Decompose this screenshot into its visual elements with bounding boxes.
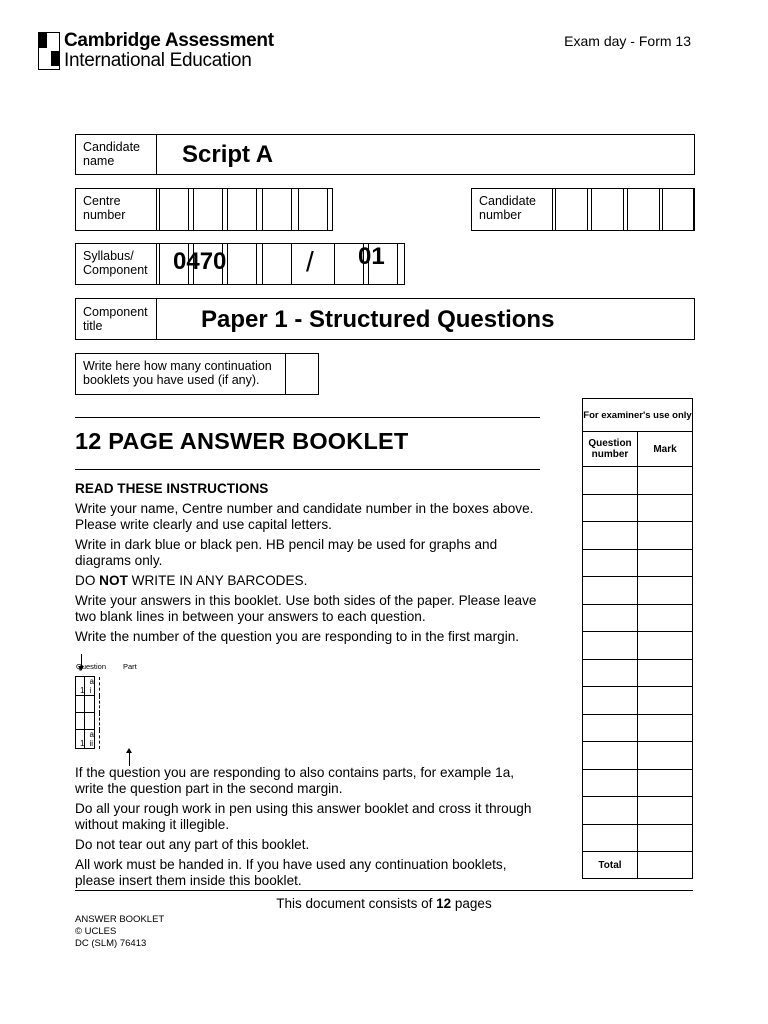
instruction-6: If the question you are responding to also contains parts, for example 1a, write the question part in the second margin. <box>75 765 515 796</box>
instruction-7: Do all your rough work in pen using this answer booklet and cross it through without making it illegible. <box>75 801 532 832</box>
booklet-title: 12 PAGE ANSWER BOOKLET <box>75 428 409 454</box>
instruction-9: All work must be handed in. If you have used any continuation booklets, please insert them inside this booklet. <box>75 857 507 888</box>
examiner-mark-cell[interactable] <box>638 494 693 522</box>
syllabus-digit-4[interactable] <box>262 244 292 284</box>
examiner-question-cell[interactable] <box>583 522 638 550</box>
examiner-mark-cell[interactable] <box>638 659 693 687</box>
examiner-row <box>583 714 693 742</box>
instruction-5: Write the number of the question you are responding to in the first margin. <box>75 629 520 644</box>
examiner-mark-cell[interactable] <box>638 522 693 550</box>
centre-digit-3[interactable] <box>227 189 257 230</box>
examiner-row <box>583 742 693 770</box>
instructions <box>75 481 545 649</box>
centre-digit-2[interactable] <box>193 189 223 230</box>
candidate-name-value[interactable]: Script A <box>182 141 274 168</box>
examiner-question-cell[interactable] <box>583 824 638 852</box>
examiner-mark-cell[interactable] <box>638 632 693 660</box>
footer <box>75 914 164 950</box>
examiner-question-cell[interactable] <box>583 769 638 797</box>
examiner-mark-cell[interactable] <box>638 769 693 797</box>
examiner-mark-cell[interactable] <box>638 714 693 742</box>
examiner-question-cell[interactable] <box>583 577 638 605</box>
examiner-mark-cell[interactable] <box>638 742 693 770</box>
examiner-heading: For examiner's use only <box>583 399 693 432</box>
examiner-question-cell[interactable] <box>583 797 638 825</box>
examiner-row <box>583 494 693 522</box>
instruction-4: Write your answers in this booklet. Use both sides of the paper. Please leave two blank lines in between your answers to each question. <box>75 593 537 624</box>
examiner-row <box>583 467 693 495</box>
examiner-row <box>583 522 693 550</box>
org-name-line2: International Education <box>64 50 252 71</box>
candidate-digit-4[interactable] <box>662 189 694 230</box>
examiner-question-cell[interactable] <box>583 659 638 687</box>
examiner-row <box>583 797 693 825</box>
examiner-mark-cell[interactable] <box>638 824 693 852</box>
examiner-question-cell[interactable] <box>583 467 638 495</box>
examiner-question-cell[interactable] <box>583 687 638 715</box>
instruction-8: Do not tear out any part of this booklet. <box>75 837 310 852</box>
examiner-question-cell[interactable] <box>583 714 638 742</box>
footer-line1: ANSWER BOOKLET <box>75 914 165 925</box>
continuation-label: Write here how many continuation booklets you have used (if any). <box>83 359 272 387</box>
candidate-number-box <box>471 188 695 231</box>
examiner-mark-cell[interactable] <box>638 577 693 605</box>
examiner-row <box>583 659 693 687</box>
syllabus-digit-3[interactable] <box>227 244 257 284</box>
continuation-box <box>75 353 319 395</box>
continuation-count-input[interactable] <box>285 354 318 394</box>
component-value: 01 <box>358 243 385 270</box>
examiner-col-question: Question number <box>583 432 638 467</box>
examiner-question-cell[interactable] <box>583 604 638 632</box>
candidate-name-label: Candidate name <box>83 140 140 168</box>
centre-digit-4[interactable] <box>262 189 292 230</box>
examiner-table <box>582 398 693 879</box>
instructions-heading: READ THESE INSTRUCTIONS <box>75 481 269 496</box>
examiner-row <box>583 824 693 852</box>
instruction-2: Write in dark blue or black pen. HB pencil may be used for graphs and diagrams only. <box>75 537 498 568</box>
examiner-row <box>583 549 693 577</box>
centre-number-label: Centre number <box>83 194 126 222</box>
examiner-row <box>583 632 693 660</box>
candidate-name-box <box>75 134 695 175</box>
diagram-col-question: Question <box>76 662 107 671</box>
footer-line2: © UCLES <box>75 926 117 937</box>
examiner-total-cell[interactable] <box>638 852 693 879</box>
form-tag: Exam day - Form 13 <box>564 33 691 49</box>
org-name-line1: Cambridge Assessment <box>64 30 274 51</box>
component-title-value[interactable]: Paper 1 - Structured Questions <box>201 306 555 333</box>
cambridge-logo <box>38 30 278 72</box>
component-title-box <box>75 298 695 340</box>
candidate-digit-1[interactable] <box>555 189 588 230</box>
examiner-mark-cell[interactable] <box>638 604 693 632</box>
pages-note: This document consists of 12 pages <box>276 896 492 911</box>
syllabus-separator: / <box>306 246 314 277</box>
examiner-total-label: Total <box>583 852 638 879</box>
examiner-question-cell[interactable] <box>583 742 638 770</box>
examiner-mark-cell[interactable] <box>638 549 693 577</box>
instruction-3: DO NOT WRITE IN ANY BARCODES. <box>75 573 308 588</box>
instruction-1: Write your name, Centre number and candidate number in the boxes above. Please write clearly and use capital letters. <box>75 501 534 532</box>
examiner-row <box>583 769 693 797</box>
diagram-col-part: Part <box>123 662 137 671</box>
candidate-number-label: Candidate number <box>479 194 536 222</box>
examiner-row <box>583 687 693 715</box>
candidate-digit-2[interactable] <box>591 189 624 230</box>
examiner-mark-cell[interactable] <box>638 687 693 715</box>
examiner-question-cell[interactable] <box>583 632 638 660</box>
candidate-digit-3[interactable] <box>627 189 660 230</box>
examiner-mark-cell[interactable] <box>638 797 693 825</box>
syllabus-label: Syllabus/ Component <box>83 249 148 277</box>
examiner-question-cell[interactable] <box>583 549 638 577</box>
examiner-row <box>583 604 693 632</box>
instructions-continued <box>75 765 545 893</box>
examiner-mark-cell[interactable] <box>638 467 693 495</box>
centre-digit-5[interactable] <box>298 189 328 230</box>
syllabus-value: 0470 <box>173 248 227 275</box>
centre-digit-1[interactable] <box>159 189 189 230</box>
examiner-col-mark: Mark <box>638 432 693 467</box>
examiner-row <box>583 577 693 605</box>
crest-icon <box>38 32 60 70</box>
examiner-question-cell[interactable] <box>583 494 638 522</box>
centre-number-box <box>75 188 333 231</box>
component-title-label: Component title <box>83 305 148 333</box>
syllabus-component-box <box>75 243 405 285</box>
footer-line3: DC (SLM) 76413 <box>75 938 147 949</box>
